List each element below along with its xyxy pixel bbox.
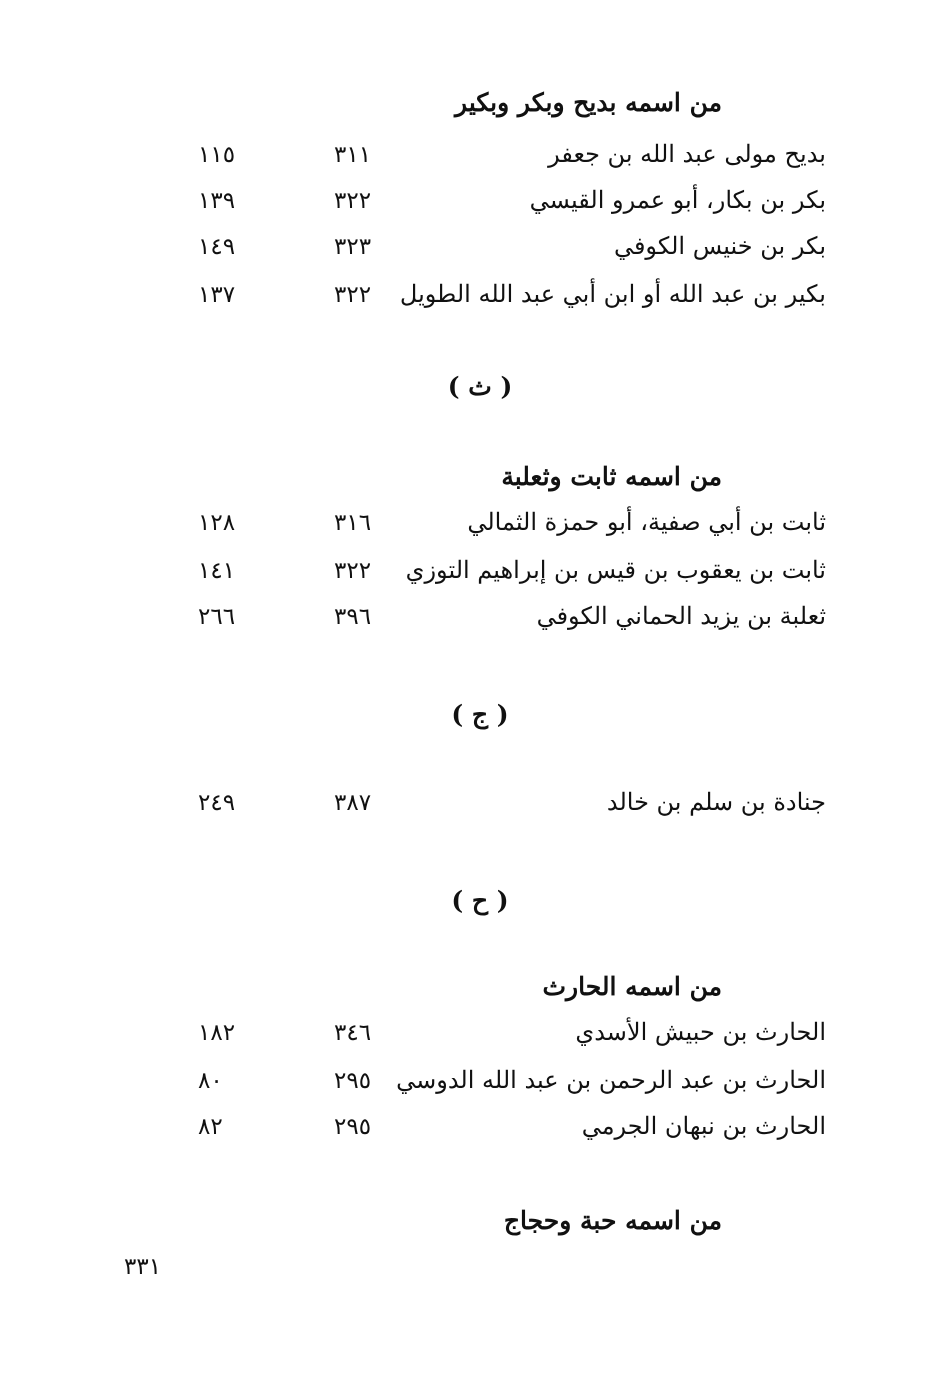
entry-page-number: ٣٩٦ [334, 604, 372, 630]
letter-heading: ( ج ) [451, 700, 509, 729]
section-heading: من اسمه بديح وبكر وبكير [455, 88, 722, 117]
index-row [0, 232, 934, 272]
entry-name: بكر بن بكار، أبو عمرو القيسي [529, 186, 826, 214]
entry-reference-number: ٢٦٦ [198, 604, 236, 630]
index-row [0, 556, 934, 596]
section-heading: من اسمه الحارث [542, 972, 722, 1001]
entry-name: الحارث بن نبهان الجرمي [581, 1112, 826, 1140]
entry-page-number: ٢٩٥ [334, 1114, 372, 1140]
entry-page-number: ٣١١ [334, 142, 372, 168]
entry-page-number: ٣٢٢ [334, 558, 372, 584]
index-row [0, 186, 934, 226]
index-row [0, 602, 934, 642]
entry-page-number: ٣٨٧ [334, 790, 372, 816]
entry-reference-number: ١٣٧ [198, 282, 236, 308]
entry-name: بديح مولى عبد الله بن جعفر [548, 140, 826, 168]
entry-name: بكير بن عبد الله أو ابن أبي عبد الله الطويل [399, 280, 826, 308]
index-row [0, 280, 934, 320]
page-number: ٣٣١ [124, 1254, 162, 1280]
entry-page-number: ٢٩٥ [334, 1068, 372, 1094]
entry-name: ثابت بن يعقوب بن قيس بن إبراهيم التوزي [405, 556, 826, 584]
entry-reference-number: ١٨٢ [198, 1020, 236, 1046]
section-heading: من اسمه حبة وحجاج [503, 1206, 722, 1235]
entry-name: الحارث بن حبيش الأسدي [575, 1018, 826, 1046]
entry-reference-number: ٢٤٩ [198, 790, 236, 816]
letter-heading: ( ث ) [447, 372, 513, 401]
entry-page-number: ٣٢٢ [334, 188, 372, 214]
index-row [0, 1018, 934, 1058]
entry-name: جنادة بن سلم بن خالد [606, 788, 826, 816]
entry-reference-number: ٨٢ [198, 1114, 223, 1140]
entry-page-number: ٣٢٢ [334, 282, 372, 308]
entry-name: ثعلبة بن يزيد الحماني الكوفي [536, 602, 826, 630]
letter-heading: ( ح ) [451, 886, 509, 915]
entry-reference-number: ١١٥ [198, 142, 236, 168]
entry-name: ثابت بن أبي صفية، أبو حمزة الثمالي [467, 508, 826, 536]
entry-name: بكر بن خنيس الكوفي [613, 232, 826, 260]
index-row [0, 788, 934, 828]
index-row [0, 1112, 934, 1152]
entry-reference-number: ١٣٩ [198, 188, 236, 214]
section-heading: من اسمه ثابت وثعلبة [501, 462, 722, 491]
entry-page-number: ٣٢٣ [334, 234, 372, 260]
entry-reference-number: ١٤١ [198, 558, 236, 584]
entry-reference-number: ٨٠ [198, 1068, 223, 1094]
index-row [0, 1066, 934, 1106]
entry-reference-number: ١٤٩ [198, 234, 236, 260]
entry-page-number: ٣٤٦ [334, 1020, 372, 1046]
entry-name: الحارث بن عبد الرحمن بن عبد الله الدوسي [396, 1066, 826, 1094]
entry-reference-number: ١٢٨ [198, 510, 236, 536]
index-row [0, 140, 934, 180]
entry-page-number: ٣١٦ [334, 510, 372, 536]
index-row [0, 508, 934, 548]
